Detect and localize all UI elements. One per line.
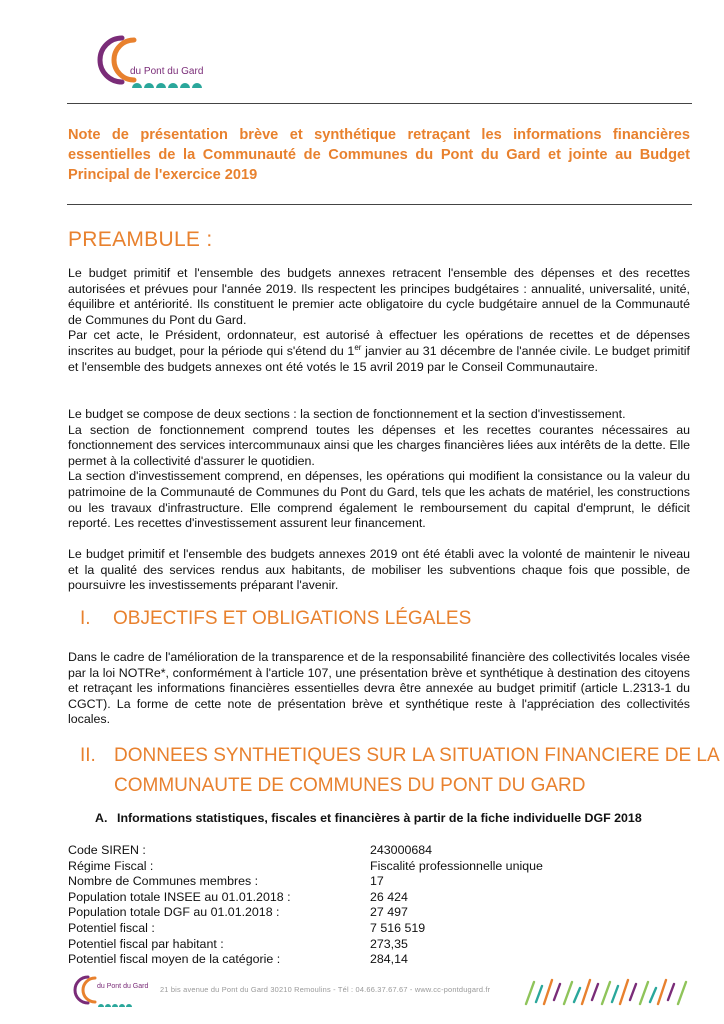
preambule-paragraph: Par cet acte, le Président, ordonnateur, est autorisé à effectuer les opérations de recettes et de dépenses inscrites au budget, pour la période qui s'étend du 1er janvier au 31 décembre de l'année civile. Le budget primitif et l'ensemble des budgets annexes ont été votés le 15 avril 2019 par le Conseil Communautaire. (68, 328, 691, 374)
stat-row: Population totale DGF au 01.01.2018 : 27 497 (68, 905, 408, 920)
section-title-line-1: DONNEES SYNTHETIQUES SUR LA SITUATION FINANCIERE DE LA (114, 745, 720, 766)
stat-row: Potentiel fiscal par habitant : 273,35 (68, 936, 408, 951)
footer-logo-text: du Pont du Gard (97, 983, 149, 990)
section-1-heading (80, 608, 471, 630)
section-1-body (68, 650, 690, 728)
stat-row: Potentiel fiscal moyen de la catégorie : 284,14 (68, 952, 408, 967)
section-title-line-2: COMMUNAUTE DE COMMUNES DU PONT DU GARD (114, 775, 586, 796)
title-divider (67, 204, 692, 205)
preambule-paragraph: Le budget primitif et l'ensemble des budgets annexes retracent l'ensemble des dépenses et des recettes autorisées et prévues pour l'année 2019. Ils respectent les principes budgétaires : annualité, universalité, unité, équilibre et antériorité. Ils constituent le premier acte obligatoire du cycle budgétaire annuel de la Communauté de Communes du Pont du Gard. (68, 266, 690, 327)
section-number: I. (80, 608, 91, 629)
preambule-block-2 (68, 407, 690, 532)
stat-row: Code SIREN : 243000684 (68, 843, 433, 857)
section-1-paragraph: Dans le cadre de l'amélioration de la transparence et de la responsabilité financière des collectivités locales visée par la loi NOTRe*, conformément à l'article 107, une présentation brève et synthétique à destination des citoyens et retraçant les informations financières essentielles devra être annexée au budget primitif (article L.2313-1 du CGCT). La forme de cette note de présentation brève et synthétique reste à l'appréciation des collectivités locales. (68, 650, 690, 727)
footer-address: 21 bis avenue du Pont du Gard 30210 Remoulins - Tél : 04.66.37.67.67 - www.cc-pontdugard.fr (160, 985, 491, 994)
preambule-heading: PREAMBULE : (68, 228, 213, 251)
stat-row: Population totale INSEE au 01.01.2018 : 26 424 (68, 889, 408, 904)
section-2-heading (80, 741, 720, 801)
preambule-paragraph: Le budget primitif et l'ensemble des budgets annexes 2019 ont été établi avec la volonté de maintenir le niveau et la qualité des services rendus aux habitants, de mobiliser les subventions chaque fois que possible, de poursuivre les investissements préparant l'avenir. (68, 547, 690, 593)
preambule-block-1 (68, 266, 690, 375)
logo-text: du Pont du Gard (130, 66, 204, 77)
section-title: OBJECTIFS ET OBLIGATIONS LÉGALES (113, 608, 472, 629)
header-divider (67, 103, 692, 104)
subsection-a-heading (95, 811, 642, 825)
preambule-paragraph: La section d'investissement comprend, en dépenses, les opérations qui modifient la consistance ou la valeur du patrimoine de la Communauté de Communes du Pont du Gard, tels que les achats de matériel, les constructions ou les travaux d'infrastructure. Elle comprend également le remboursement du capital d'emprunt, le déficit reporté. Les recettes d'investissement assurent leur financement. (68, 469, 690, 531)
preambule-paragraph: La section de fonctionnement comprend toutes les dépenses et les recettes courantes nécessaires au fonctionnement des services intercommunaux ainsi que les charges financières liées aux intérêts de la dette. Elle permet à la collectivité d'assurer le quotidien. (68, 422, 690, 468)
statistics-table (68, 843, 543, 968)
subsection-letter: A. (95, 811, 108, 825)
stat-row: Potentiel fiscal : 7 516 519 (68, 920, 426, 935)
footer-decorative-stripes (522, 972, 692, 1008)
stat-row: Nombre de Communes membres : 17 (68, 874, 384, 889)
cc-pont-du-gard-logo (82, 30, 222, 90)
section-number: II. (80, 745, 96, 766)
document-title: Note de présentation brève et synthétique retraçant les informations financières essentielles de la Communauté de Communes du Pont du Gard et jointe au Budget Principal de l'exercice 2019 (68, 127, 690, 183)
preambule-paragraph: Le budget se compose de deux sections : la section de fonctionnement et la section d'investissement. (68, 407, 626, 421)
preambule-block-3 (68, 547, 690, 594)
footer-logo (68, 972, 158, 1008)
subsection-title: Informations statistiques, fiscales et financières à partir de la fiche individuelle DGF 2018 (117, 811, 642, 825)
stat-row: Régime Fiscal : Fiscalité professionnelle unique (68, 858, 543, 873)
